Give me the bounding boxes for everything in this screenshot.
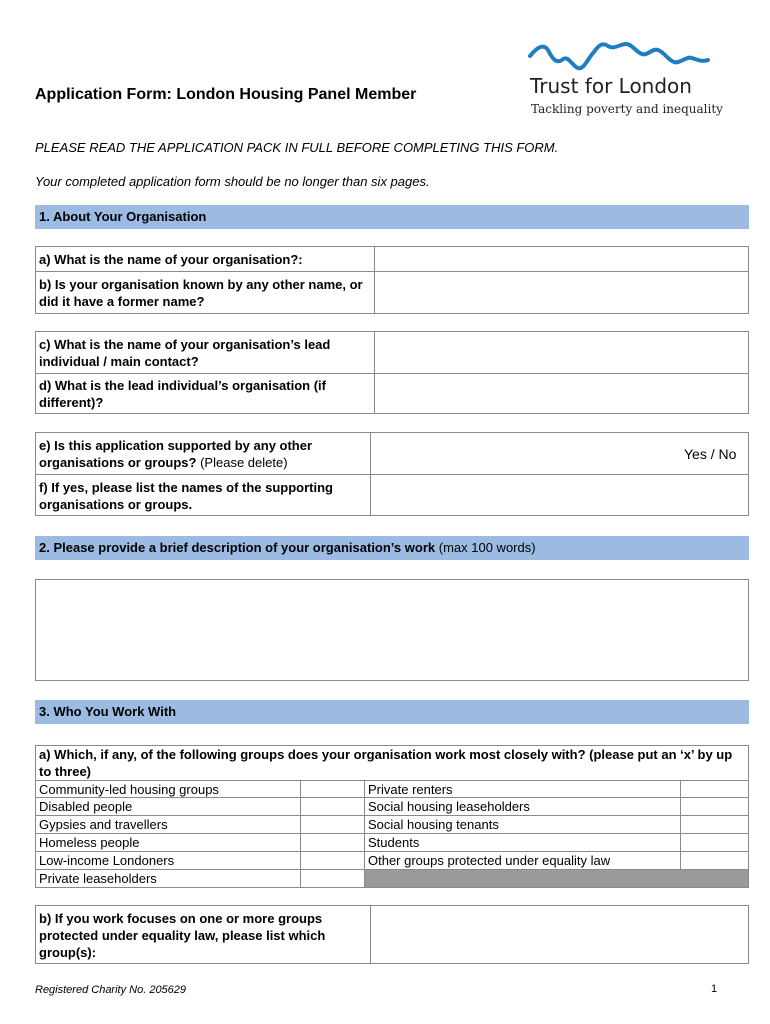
- question-b: b) Is your organisation known by any other name, or did it have a former name?: [39, 277, 363, 309]
- answer-d-field[interactable]: [376, 374, 748, 413]
- group-label: Homeless people: [39, 835, 140, 850]
- group-label: Students: [368, 835, 420, 850]
- shaded-empty-cell: [365, 870, 748, 887]
- answer-e-yes-no[interactable]: Yes / No: [684, 446, 737, 462]
- group-label: Low-income Londoners: [39, 853, 175, 868]
- section-1-heading: 1. About Your Organisation: [35, 205, 749, 229]
- question-d: d) What is the lead individual’s organisation (if different)?: [39, 378, 326, 410]
- group-check-cell[interactable]: [681, 816, 748, 833]
- group-label: Community-led housing groups: [39, 782, 219, 797]
- answer-3b-field[interactable]: [372, 906, 748, 963]
- form-title: Application Form: London Housing Panel Member: [35, 86, 417, 103]
- group-check-cell[interactable]: [301, 834, 364, 851]
- intro-warning: PLEASE READ THE APPLICATION PACK IN FULL BEFORE COMPLETING THIS FORM.: [35, 140, 559, 155]
- description-textarea[interactable]: [35, 579, 749, 681]
- answer-b-field[interactable]: [376, 272, 748, 313]
- question-c: c) What is the name of your organisation’s lead individual / main contact?: [39, 337, 331, 369]
- charity-number: Registered Charity No. 205629: [35, 984, 187, 996]
- page-number: 1: [711, 983, 718, 995]
- group-check-cell[interactable]: [681, 798, 748, 815]
- group-check-cell[interactable]: [301, 798, 364, 815]
- group-check-cell[interactable]: [301, 781, 364, 797]
- group-label: Other groups protected under equality law: [368, 853, 611, 868]
- question-e: e) Is this application supported by any other organisations or groups? (Please delete): [39, 438, 313, 470]
- section-2-heading: 2. Please provide a brief description of your organisation’s work (max 100 words): [35, 536, 749, 560]
- answer-a-field[interactable]: [376, 247, 748, 270]
- section-3-heading: 3. Who You Work With: [35, 700, 749, 724]
- group-label: Social housing leaseholders: [368, 799, 530, 814]
- group-label: Gypsies and travellers: [39, 817, 168, 832]
- group-label: Private renters: [368, 782, 453, 797]
- logo-name: Trust for London: [530, 74, 692, 98]
- question-3b: b) If you work focuses on one or more groups protected under equality law, please list which group(s):: [39, 911, 326, 960]
- group-label: Private leaseholders: [39, 871, 157, 886]
- group-check-cell[interactable]: [681, 834, 748, 851]
- question-3a: a) Which, if any, of the following groups does your organisation work most closely with? (please put an ‘x’ by up to three): [39, 747, 733, 779]
- divider: [370, 905, 371, 964]
- logo-tagline: Tackling poverty and inequality: [531, 102, 723, 116]
- river-logo-icon: [528, 38, 718, 76]
- answer-f-field[interactable]: [372, 475, 748, 515]
- group-check-cell[interactable]: [681, 852, 748, 869]
- group-check-cell[interactable]: [301, 816, 364, 833]
- group-check-cell[interactable]: [681, 781, 748, 797]
- group-label: Social housing tenants: [368, 817, 499, 832]
- intro-length-note: Your completed application form should be no longer than six pages.: [35, 174, 430, 189]
- divider: [374, 246, 375, 314]
- group-label: Disabled people: [39, 799, 133, 814]
- answer-c-field[interactable]: [376, 332, 748, 372]
- question-a: a) What is the name of your organisation?:: [39, 252, 303, 267]
- question-f: f) If yes, please list the names of the supporting organisations or groups.: [39, 480, 333, 512]
- group-check-cell[interactable]: [301, 870, 364, 887]
- group-check-cell[interactable]: [301, 852, 364, 869]
